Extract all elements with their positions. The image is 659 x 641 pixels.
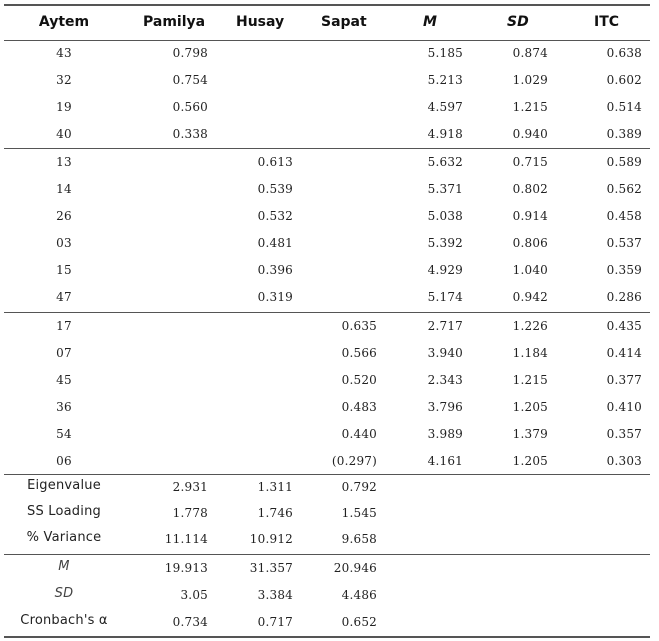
item-number: 15: [56, 263, 72, 277]
mean-value: 3.989: [427, 427, 463, 441]
pamilya-loading: 0.754: [172, 73, 208, 87]
sapat-summary: 1.545: [341, 506, 377, 520]
sd-value: 0.806: [512, 236, 548, 250]
table-bottom-rule: [4, 636, 650, 638]
itc-value: 0.638: [606, 46, 642, 60]
itc-value: 0.414: [606, 346, 642, 360]
pamilya-summary: 11.114: [164, 532, 208, 546]
mean-value: 5.213: [427, 73, 463, 87]
pamilya-loading: 0.798: [172, 46, 208, 60]
husay-summary: 1.311: [257, 480, 293, 494]
table-top-rule: [4, 4, 650, 6]
sd-value: 1.184: [512, 346, 548, 360]
item-number: 47: [56, 290, 72, 304]
sd-value: 0.940: [512, 127, 548, 141]
pamilya-summary: 19.913: [164, 561, 208, 575]
mean-value: 3.940: [427, 346, 463, 360]
husay-summary: 3.384: [257, 588, 293, 602]
sd-value: 1.215: [512, 100, 548, 114]
husay-summary: 10.912: [249, 532, 293, 546]
summary-label: % Variance: [26, 530, 102, 545]
husay-summary: 31.357: [249, 561, 293, 575]
sd-value: 0.874: [512, 46, 548, 60]
sd-value: 0.715: [512, 155, 548, 169]
mean-value: 5.174: [427, 290, 463, 304]
sapat-loading: 0.520: [341, 373, 377, 387]
item-number: 32: [56, 73, 72, 87]
header-pamilya: Pamilya: [143, 14, 206, 30]
summary-label: Eigenvalue: [27, 478, 101, 493]
mean-value: 5.371: [427, 182, 463, 196]
mean-value: 5.038: [427, 209, 463, 223]
sapat-summary: 0.652: [341, 615, 377, 629]
sd-value: 0.942: [512, 290, 548, 304]
husay-summary: 0.717: [257, 615, 293, 629]
husay-loading: 0.396: [257, 263, 293, 277]
mean-value: 5.392: [427, 236, 463, 250]
sd-value: 1.226: [512, 319, 548, 333]
summary-label: M: [58, 559, 70, 574]
header-sd: SD: [507, 14, 529, 30]
mean-value: 4.161: [427, 454, 463, 468]
sapat-summary: 4.486: [341, 588, 377, 602]
itc-value: 0.410: [606, 400, 642, 414]
husay-summary: 1.746: [257, 506, 293, 520]
sapat-loading: (0.297): [331, 454, 377, 468]
sd-value: 1.040: [512, 263, 548, 277]
summary-label: Cronbach's α: [20, 613, 108, 628]
pamilya-summary: 1.778: [172, 506, 208, 520]
item-number: 03: [56, 236, 72, 250]
sd-value: 1.205: [512, 454, 548, 468]
itc-value: 0.359: [606, 263, 642, 277]
husay-loading: 0.539: [257, 182, 293, 196]
item-number: 07: [56, 346, 72, 360]
sd-value: 0.802: [512, 182, 548, 196]
sapat-loading: 0.566: [341, 346, 377, 360]
sapat-loading: 0.483: [341, 400, 377, 414]
header-husay: Husay: [236, 14, 285, 30]
sapat-summary: 0.792: [341, 480, 377, 494]
header-sapat: Sapat: [321, 14, 367, 30]
itc-value: 0.389: [606, 127, 642, 141]
mean-value: 3.796: [427, 400, 463, 414]
item-number: 36: [56, 400, 72, 414]
item-number: 14: [56, 182, 72, 196]
header-itc: ITC: [594, 14, 620, 30]
itc-value: 0.357: [606, 427, 642, 441]
mean-value: 4.929: [427, 263, 463, 277]
itc-value: 0.458: [606, 209, 642, 223]
husay-loading: 0.481: [257, 236, 293, 250]
sapat-summary: 9.658: [341, 532, 377, 546]
summary-label: SS Loading: [27, 504, 101, 519]
itc-value: 0.377: [606, 373, 642, 387]
item-number: 26: [56, 209, 72, 223]
itc-value: 0.286: [606, 290, 642, 304]
header-mean: M: [423, 14, 437, 30]
item-number: 45: [56, 373, 72, 387]
group-divider: [4, 474, 650, 475]
mean-value: 5.632: [427, 155, 463, 169]
husay-loading: 0.319: [257, 290, 293, 304]
group-divider: [4, 148, 650, 149]
itc-value: 0.514: [606, 100, 642, 114]
item-number: 06: [56, 454, 72, 468]
sd-value: 1.215: [512, 373, 548, 387]
sapat-summary: 20.946: [333, 561, 377, 575]
itc-value: 0.562: [606, 182, 642, 196]
sapat-loading: 0.440: [341, 427, 377, 441]
mean-value: 4.597: [427, 100, 463, 114]
item-number: 40: [56, 127, 72, 141]
husay-loading: 0.532: [257, 209, 293, 223]
pamilya-summary: 0.734: [172, 615, 208, 629]
husay-loading: 0.613: [257, 155, 293, 169]
itc-value: 0.589: [606, 155, 642, 169]
group-divider: [4, 554, 650, 555]
itc-value: 0.602: [606, 73, 642, 87]
sd-value: 1.205: [512, 400, 548, 414]
header-bottom-rule: [4, 40, 650, 41]
pamilya-summary: 3.05: [180, 588, 208, 602]
mean-value: 4.918: [427, 127, 463, 141]
sd-value: 1.379: [512, 427, 548, 441]
item-number: 19: [56, 100, 72, 114]
header-aytem: Aytem: [38, 14, 90, 30]
sapat-loading: 0.635: [341, 319, 377, 333]
pamilya-loading: 0.560: [172, 100, 208, 114]
group-divider: [4, 312, 650, 313]
sd-value: 1.029: [512, 73, 548, 87]
mean-value: 2.343: [427, 373, 463, 387]
itc-value: 0.435: [606, 319, 642, 333]
mean-value: 2.717: [427, 319, 463, 333]
pamilya-summary: 2.931: [172, 480, 208, 494]
pamilya-loading: 0.338: [172, 127, 208, 141]
item-number: 54: [56, 427, 72, 441]
item-number: 13: [56, 155, 72, 169]
mean-value: 5.185: [427, 46, 463, 60]
summary-label: SD: [54, 586, 74, 601]
item-number: 17: [56, 319, 72, 333]
itc-value: 0.303: [606, 454, 642, 468]
item-number: 43: [56, 46, 72, 60]
itc-value: 0.537: [606, 236, 642, 250]
sd-value: 0.914: [512, 209, 548, 223]
